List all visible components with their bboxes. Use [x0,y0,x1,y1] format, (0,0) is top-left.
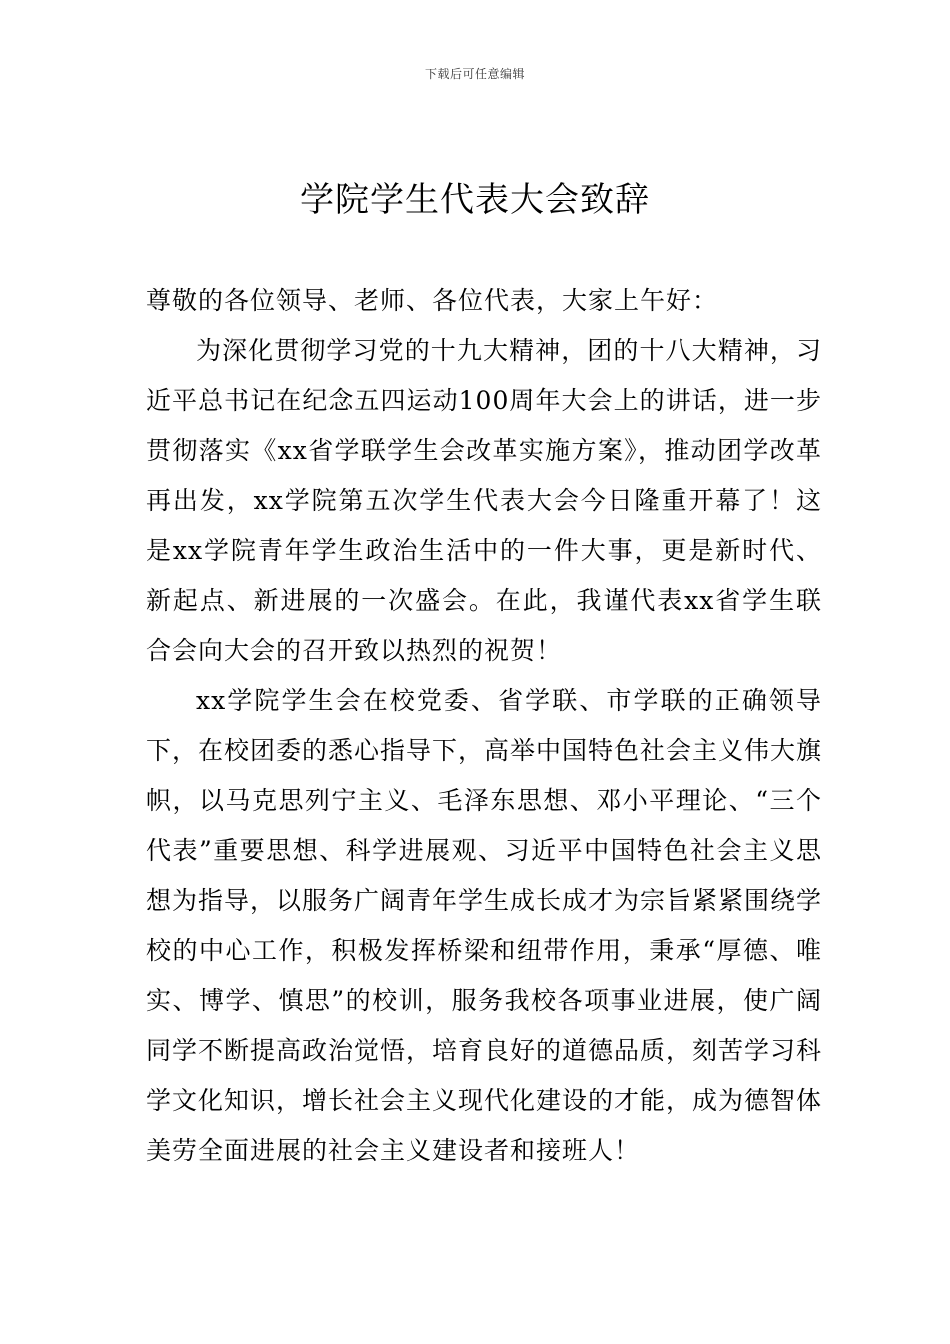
document-body [146,276,822,1176]
document-title: 学院学生代表大会致辞 [300,180,650,220]
body-paragraph: xx学院学生会在校党委、省学联、市学联的正确领导下，在校团委的悉心指导下，高举中国特色社会主义伟大旗帜，以马克思列宁主义、毛泽东思想、邓小平理论、“三个代表”重要思想、科学进展观、习近平中国特色社会主义思想为指导，以服务广阔青年学生成长成才为宗旨紧紧围绕学校的中心工作，积极发挥桥梁和纽带作用，秉承“厚德、唯实、博学、慎思”的校训，服务我校各项事业进展，使广阔同学不断提高政治觉悟，培育良好的道德品质，刻苦学习科学文化知识，增长社会主义现代化建设的才能，成为德智体美劳全面进展的社会主义建设者和接班人！ [146,686,823,1165]
salutation: 尊敬的各位领导、老师、各位代表，大家上午好： [146,286,719,315]
header-note: 下载后可任意编辑 [424,67,525,81]
body-paragraph: 为深化贯彻学习党的十九大精神，团的十八大精神，习近平总书记在纪念五四运动100周年大会上的讲话，进一步贯彻落实《xx省学联学生会改革实施方案》，推动团学改革再出发，xx学院第五次学生代表大会今日隆重开幕了！这是xx学院青年学生政治生活中的一件大事，更是新时代、新起点、新进展的一次盛会。在此，我谨代表xx省学生联合会向大会的召开致以热烈的祝贺！ [146,336,822,665]
